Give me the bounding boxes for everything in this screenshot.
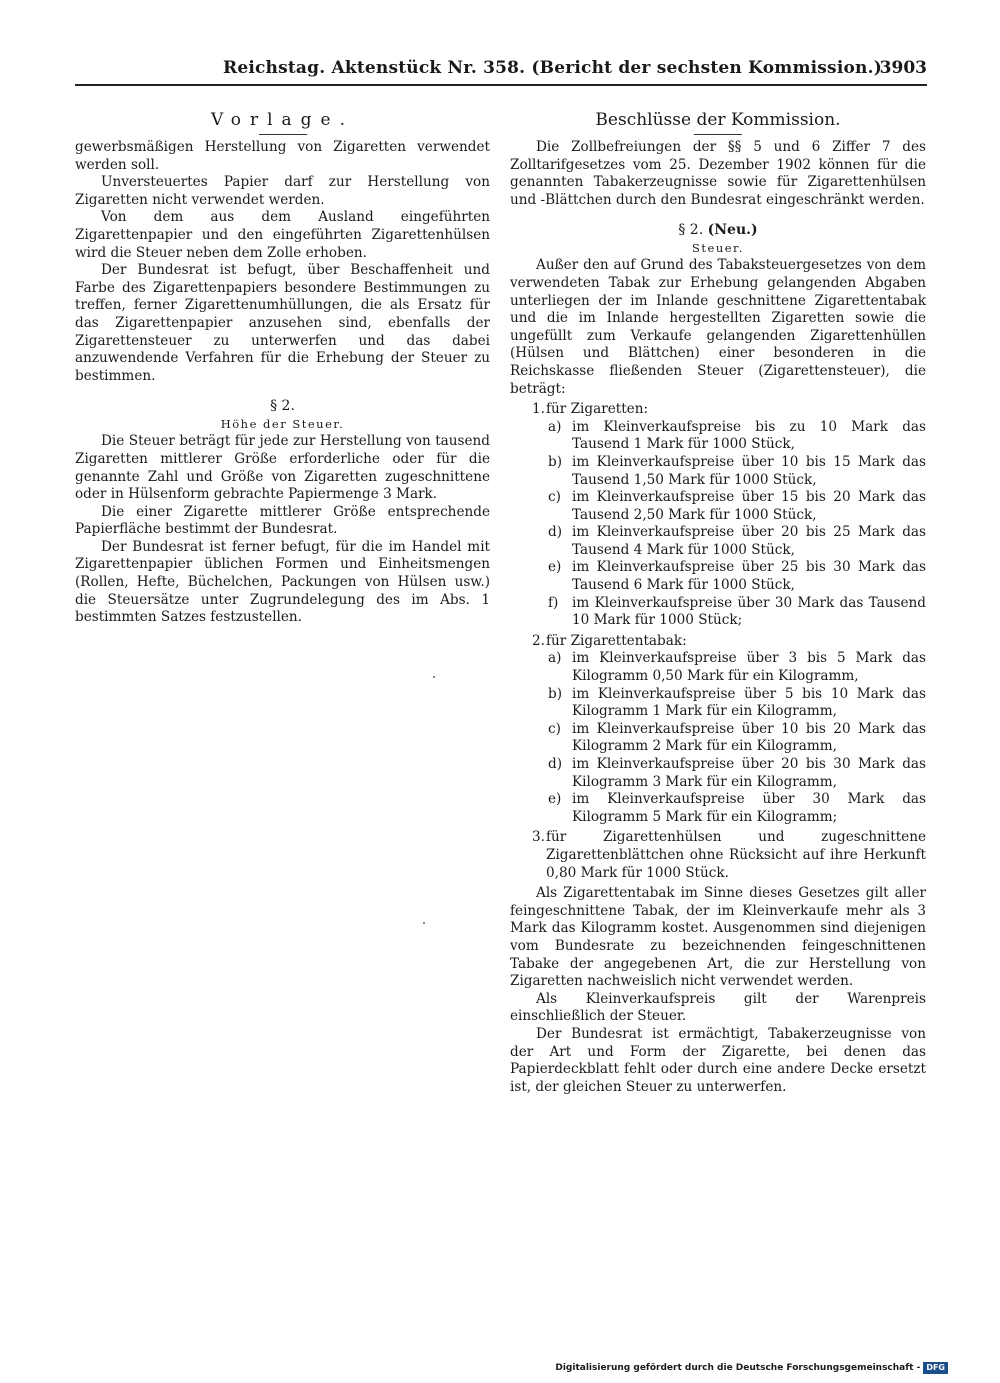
sub-text: im Kleinverkaufspreise über 30 Mark das Kilogramm 5 Mark für ein Kilogramm; [572, 791, 926, 825]
list-item [510, 401, 926, 419]
sub-label: d) [548, 524, 563, 541]
sub-text: im Kleinverkaufspreise über 15 bis 20 Mark das Tausend 2,50 Mark für 1000 Stück, [572, 489, 926, 523]
sub-list-item [510, 454, 926, 489]
header-rule [75, 84, 927, 86]
running-title: Reichstag. Aktenstück Nr. 358. (Bericht der sechsten Kommission.) [223, 58, 882, 78]
sub-list-item [510, 791, 926, 826]
paragraph: Als Kleinverkaufspreis gilt der Warenpreis einschließlich der Steuer. [510, 990, 926, 1025]
sub-text: im Kleinverkaufspreise über 10 bis 15 Mark das Tausend 1,50 Mark für 1000 Stück, [572, 453, 926, 488]
section-note: (Neu.) [707, 222, 758, 239]
sub-text: im Kleinverkaufspreise über 5 bis 10 Mark das Kilogramm 1 Mark für ein Kilogramm, [572, 685, 926, 720]
sub-label: c) [548, 720, 561, 737]
sub-list-item [510, 524, 926, 559]
sub-label: c) [548, 489, 561, 506]
heading-rule [259, 134, 307, 135]
right-column [510, 108, 926, 1096]
sub-text: im Kleinverkaufspreise über 20 bis 25 Mark das Tausend 4 Mark für 1000 Stück, [572, 524, 926, 558]
list-title: für Zigarettentabak: [546, 632, 687, 649]
scan-speck [423, 922, 425, 924]
page-number: 3903 [879, 58, 927, 78]
paragraph: Der Bundesrat ist befugt, über Beschaffenheit und Farbe des Zigarettenpapiers besondere Bestimmungen zu treffen, ferner Zigarettenumhüllungen, die als Ersatz für das Zigarettenpapier anzusehen sind, ebenfalls der Zigarettensteuer zu unterwerfen und das dabei anzuwendende Verfahren für die Erhebung der Steuer zu bestimmen. [75, 262, 490, 384]
left-column-heading: Vorlage. [211, 110, 354, 130]
list-number: 3. [532, 829, 545, 846]
left-column [75, 108, 490, 627]
sub-list-item [510, 595, 926, 630]
paragraph: Die Steuer beträgt für jede zur Herstellung von tausend Zigaretten mittlerer Größe erforderliche oder für die genannte Zahl und Größe von Zigaretten zugeschnittene oder in Hülsenform gebrachte Papiermenge 3 Mark. [75, 433, 490, 503]
dfg-logo: DFG [923, 1362, 948, 1374]
sub-text: im Kleinverkaufspreise über 20 bis 30 Mark das Kilogramm 3 Mark für ein Kilogramm, [572, 756, 926, 790]
section-heading [510, 221, 926, 239]
sub-text: im Kleinverkaufspreise über 3 bis 5 Mark das Kilogramm 0,50 Mark für ein Kilogramm, [572, 650, 926, 685]
paragraph: Die einer Zigarette mittlerer Größe entsprechende Papierfläche bestimmt der Bundesrat. [75, 503, 490, 538]
sub-label: a) [548, 650, 562, 667]
list-item [510, 633, 926, 651]
list-title: für Zigaretten: [546, 401, 649, 418]
sub-label: b) [548, 453, 563, 470]
paragraph: Außer den auf Grund des Tabaksteuergesetzes von dem verwendeten Tabak zur Erhebung gelangenden Abgaben unterliegen der im Inlande geschnittene Zigarettentabak und die im Inlande hergestellten Zigaretten sowie die ungefüllt zum Verkaufe gelangenden Zigarettenhüllen (Hülsen und Blättchen) einer besonderen in die Reichskasse fließenden Steuer (Zigarettensteuer), die beträgt: [510, 257, 926, 397]
section-number: § 2. [270, 398, 295, 415]
sub-list-item [510, 419, 926, 454]
paragraph: Die Zollbefreiungen der §§ 5 und 6 Ziffer 7 des Zolltarifgesetzes vom 25. Dezember 1902 können für die genannten Tabakerzeugnisse sowie für Zigarettenhülsen und -Blättchen durch den Bundesrat eingeschränkt werden. [510, 139, 926, 208]
sub-list-item [510, 756, 926, 791]
scan-speck [433, 676, 435, 678]
sub-label: f) [548, 594, 559, 611]
list-item [510, 829, 926, 882]
paragraph: Von dem aus dem Ausland eingeführten Zigarettenpapier und den eingeführten Zigarettenhülsen wird die Steuer neben dem Zolle erhoben. [75, 209, 490, 261]
section-number: § 2. [678, 222, 704, 239]
heading-rule [694, 134, 742, 135]
sub-list-item [510, 489, 926, 524]
sub-text: im Kleinverkaufspreise über 30 Mark das Tausend 10 Mark für 1000 Stück; [572, 594, 926, 629]
sub-list-item [510, 650, 926, 685]
right-column-heading: Beschlüsse der Kommission. [595, 110, 841, 130]
sub-label: a) [548, 418, 562, 435]
sub-label: b) [548, 685, 563, 702]
sub-text: im Kleinverkaufspreise über 25 bis 30 Mark das Tausend 6 Mark für 1000 Stück, [572, 559, 926, 594]
sub-label: d) [548, 756, 563, 772]
credit-text: Digitalisierung gefördert durch die Deutsche Forschungsgemeinschaft - [555, 1363, 921, 1373]
paragraph: Unversteuertes Papier darf zur Herstellung von Zigaretten nicht verwendet werden. [75, 174, 490, 208]
sub-list-item [510, 559, 926, 594]
section-title: Höhe der Steuer. [220, 417, 345, 432]
page-header [75, 58, 927, 84]
list-number: 2. [532, 632, 545, 649]
digitization-credit [555, 1362, 948, 1374]
list-number: 1. [532, 401, 545, 418]
paragraph: gewerbsmäßigen Herstellung von Zigaretten verwendet werden soll. [75, 139, 490, 173]
sub-label: e) [548, 791, 562, 808]
sub-text: im Kleinverkaufspreise über 10 bis 20 Mark das Kilogramm 2 Mark für ein Kilogramm, [572, 720, 926, 755]
sub-label: e) [548, 559, 562, 576]
paragraph: Der Bundesrat ist ermächtigt, Tabakerzeugnisse von der Art und Form der Zigarette, bei denen das Papierdeckblatt fehlt oder durch eine andere Decke ersetzt ist, der gleichen Steuer zu unterwerfen. [510, 1025, 926, 1095]
paragraph: Als Zigarettentabak im Sinne dieses Gesetzes gilt aller feingeschnittene Tabak, der im Kleinverkaufe mehr als 3 Mark das Kilogramm kostet. Ausgenommen sind diejenigen vom Bundesrate zu bezeichnenden feingeschnittenen Tabake der angegebenen Art, die zur Herstellung von Zigaretten nachweislich nicht verwendet werden. [510, 885, 926, 990]
list-text: für Zigarettenhülsen und zugeschnittene Zigarettenblättchen ohne Rücksicht auf ihre Herkunft 0,80 Mark für 1000 Stück. [546, 829, 926, 881]
paragraph: Der Bundesrat ist ferner befugt, für die im Handel mit Zigarettenpapier üblichen Formen und Einheitsmengen (Rollen, Hefte, Büchelchen, Packungen von Hülsen usw.) die Steuersätze unter Zugrundelegung des im Abs. 1 bestimmten Satzes festzustellen. [75, 538, 490, 626]
sub-text: im Kleinverkaufspreise bis zu 10 Mark das Tausend 1 Mark für 1000 Stück, [572, 418, 926, 453]
sub-list-item [510, 686, 926, 721]
sub-list-item [510, 721, 926, 756]
section-title: Steuer. [692, 241, 744, 256]
